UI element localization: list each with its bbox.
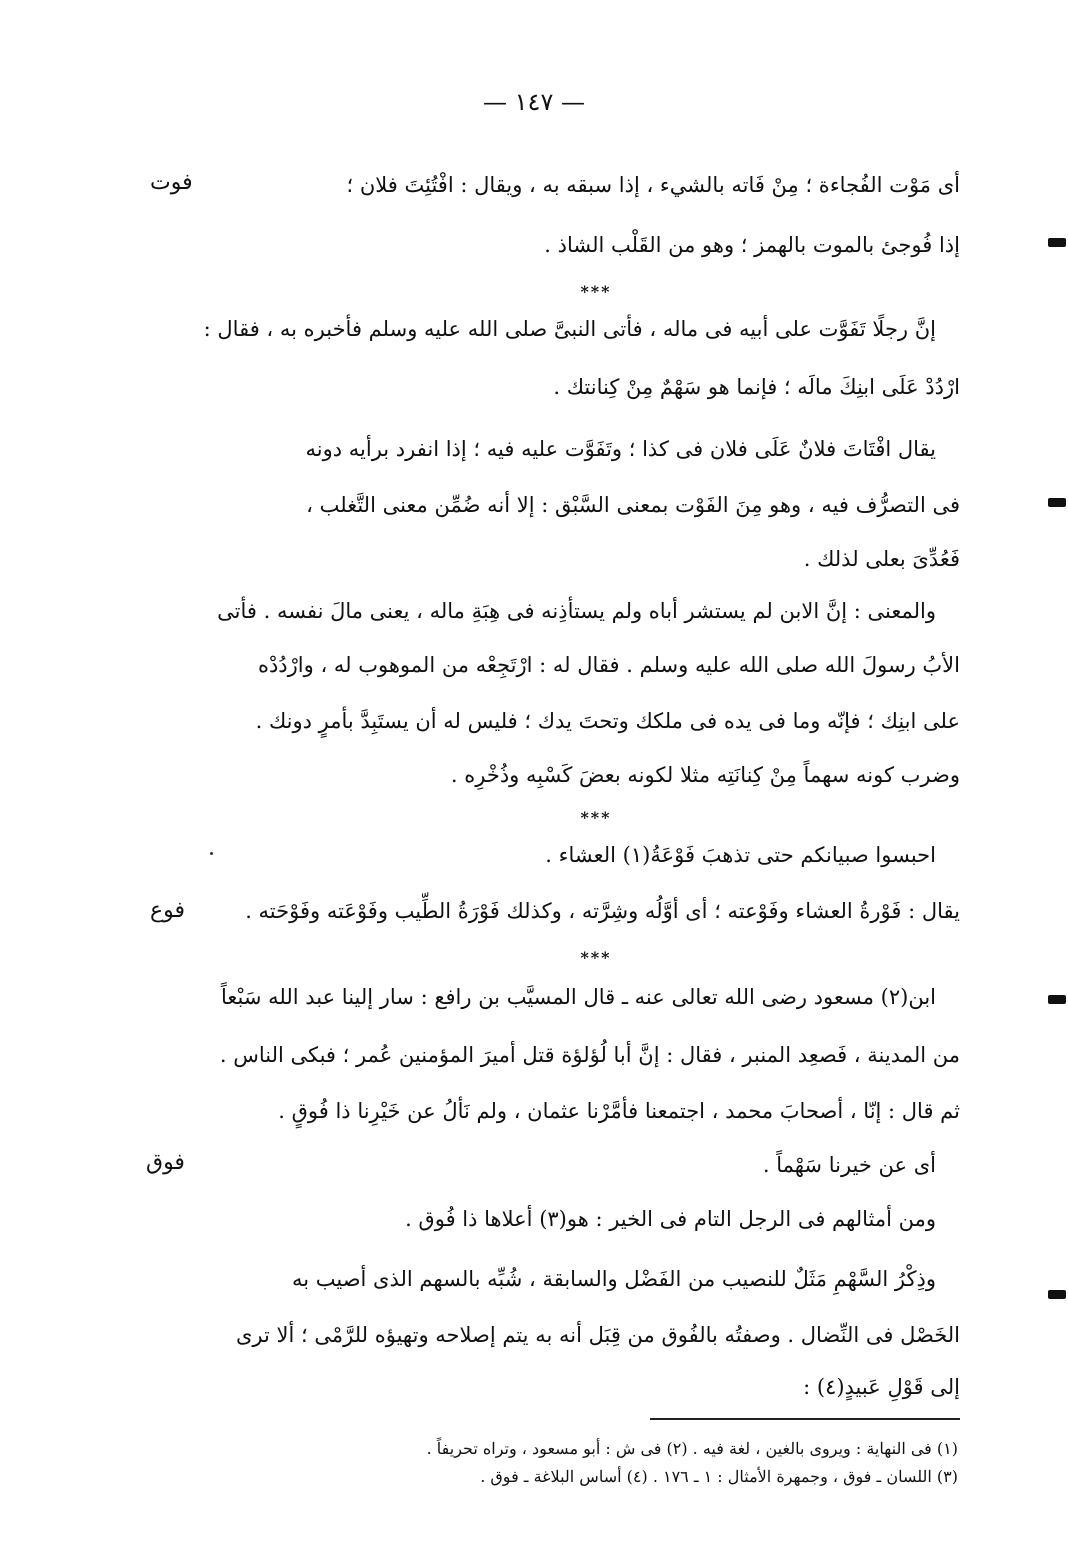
text-line: احبسوا صبيانكم حتى تذهبَ فَوْعَةُ(١) العشاء . (545, 843, 936, 867)
section-separator: *** (580, 808, 612, 827)
text-line: ومن أمثالهم فى الرجل التام فى الخير : هو(٣) أعلاها ذا فُوق . (405, 1207, 936, 1231)
text-line: ثم قال : إنّا ، أصحابَ محمد ، اجتمعنا فأمَّرْنا عثمان ، ولم نَألُ عن خَيْرِنا ذا فُوقٍ . (278, 1099, 960, 1123)
text-line: يقال افْتَاتَ فلانٌ عَلَى فلان فى كذا ؛ وتَفَوَّت عليه فيه ؛ إذا انفرد برأيه دونه (305, 437, 936, 461)
section-separator: *** (580, 948, 612, 967)
margin-headword: فوق (146, 1150, 185, 1175)
text-line: إنَّ رجلًا تَفَوَّت على أبيه فى ماله ، فأتى النبىَّ صلى الله عليه وسلم فأخبره به ، فقال : (203, 317, 936, 341)
main-text (203, 0, 960, 1556)
text-line: أى عن خيرنا سَهْماً . (762, 1153, 936, 1177)
text-line: إذا فُوجئ بالموت بالهمز ؛ وهو من القَلْب الشاذ . (544, 233, 960, 257)
footnote-line: (١) فى النهاية : ويروى بالغين ، لغة فيه . (٢) فى ش : أبو مسعود ، وتراه تحريفاً . (426, 1439, 958, 1458)
text-line: فَعُدِّىَ بعلى لذلك . (803, 547, 960, 571)
edge-mark (1048, 238, 1066, 247)
text-line: يقال : فَوْرةُ العشاء وفَوْعته ؛ أى أوَّلُه وشِرَّته ، وكذلك فَوْرَةُ الطِّيب وفَوْعَته وفَوْحَته . (245, 899, 960, 923)
text-line: وذِكْرُ السَّهْمِ مَثَلٌ للنصيب من الفَضْل والسابقة ، شُبِّه بالسهم الذى أصيب به (291, 1267, 936, 1291)
text-line: إلى قَوْلِ عَبيدٍ(٤) : (803, 1375, 960, 1399)
edge-mark (1048, 995, 1066, 1004)
text-line: على ابنِك ؛ فإنّه وما فى يده فى ملكك وتحتَ يدك ؛ فليس له أن يستَبِدَّ بأمرٍ دونك . (255, 709, 960, 733)
margin-headword: فوع (150, 898, 186, 923)
edge-mark (1048, 1290, 1066, 1299)
footnote-line: (٣) اللسان ـ فوق ، وجمهرة الأمثال : ١ ـ ١٧٦ . (٤) أساس البلاغة ـ فوق . (480, 1467, 958, 1486)
text-line: وضرب كونه سهماً مِنْ كِنانَتِه مثلا لكونه بعضَ كَسْبِه وذُخْرِه . (450, 763, 960, 787)
text-line: والمعنى : إنَّ الابن لم يستشر أباه ولم يستأذِنه فى هِبَةِ ماله ، يعنى مالَ نفسه . فأتى (217, 599, 936, 623)
text-line: ابن(٢) مسعود رضى الله تعالى عنه ـ قال المسيَّب بن رافع : سار إلينا عبد الله سَبْعاً (220, 985, 936, 1009)
page-number: — ١٤٧ — (483, 88, 585, 116)
footnote-rule (650, 1418, 960, 1420)
section-separator: *** (580, 282, 612, 301)
margin-headword: فوت (150, 170, 193, 195)
speck (210, 852, 213, 855)
text-line: أى مَوْت الفُجاءة ؛ مِنْ فَاته بالشيء ، إذا سبقه به ، ويقال : افْتُئِتَ فلان ؛ (346, 173, 960, 197)
text-line: ارْدُدْ عَلَى ابنِكَ مالَه ؛ فإنما هو سَهْمٌ مِنْ كِنانتك . (553, 375, 960, 399)
text-line: الأبُ رسولَ الله صلى الله عليه وسلم . فقال له : ارْتَجِعْه من الموهوب له ، وارْدُدْه (257, 653, 960, 677)
text-line: فى التصرُّف فيه ، وهو مِنَ الفَوْت بمعنى السَّبْق : إلا أنه ضُمِّن معنى التَّغلب ، (306, 493, 960, 517)
text-line: الخَصْل فى النِّضال . وصفتُه بالفُوق من قِبَل أنه به يتم إصلاحه وتهيؤه للرَّمْى ؛ ألا ترى (235, 1323, 960, 1347)
edge-mark (1048, 498, 1066, 507)
text-line: من المدينة ، فَصعِد المنبر ، فقال : إنَّ أبا لُؤلؤة قتل أميرَ المؤمنين عُمر ؛ فبكى الناس . (219, 1043, 960, 1067)
